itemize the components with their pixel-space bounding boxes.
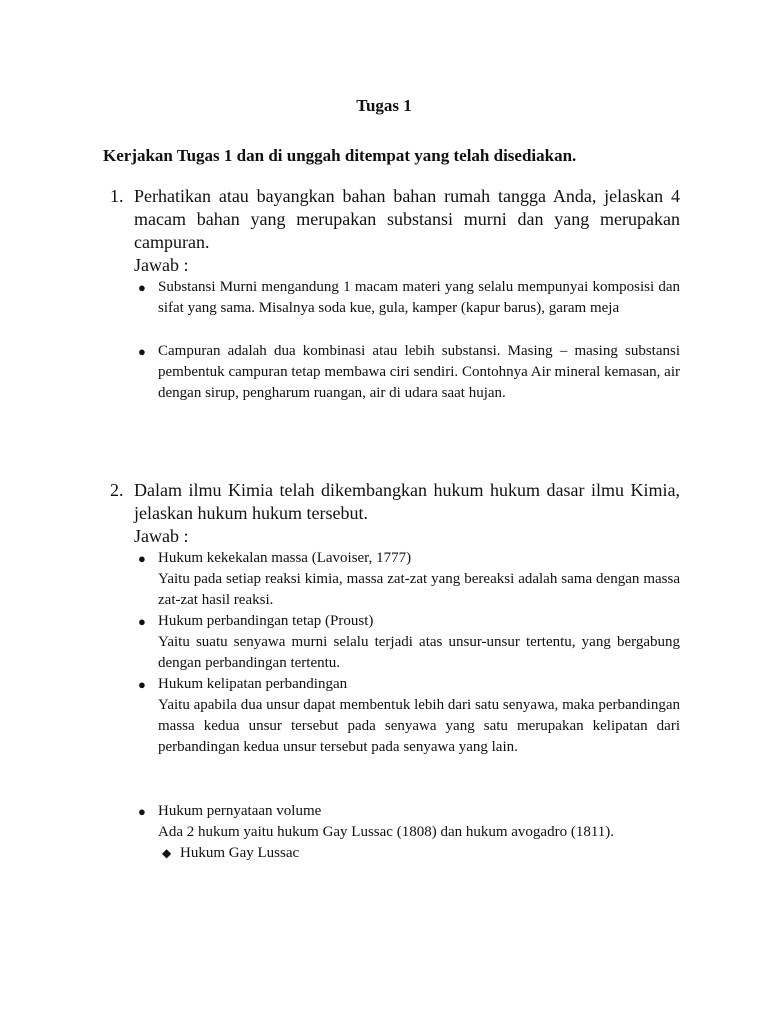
answer-text: Substansi Murni mengandung 1 macam materi yang selalu mempunyai komposisi dan sifat yang sama. Misalnya soda kue, gula, kamper (kapur barus), garam meja bbox=[158, 279, 680, 316]
question-2 bbox=[110, 479, 680, 864]
question-number: 2. bbox=[110, 480, 124, 500]
spacer bbox=[134, 758, 680, 801]
bullet-dot-icon: ● bbox=[138, 551, 146, 566]
bullet-dot-icon: ● bbox=[138, 344, 146, 359]
law-description: Yaitu suatu senyawa murni selalu terjadi atas unsur-unsur tertentu, yang bergabung dengan perbandingan tertentu. bbox=[158, 634, 680, 671]
bullet-dot-icon: ● bbox=[138, 614, 146, 629]
question-number: 1. bbox=[110, 186, 124, 206]
sub-item-text: Hukum Gay Lussac bbox=[180, 845, 300, 861]
law-list bbox=[134, 548, 680, 864]
law-description: Ada 2 hukum yaitu hukum Gay Lussac (1808) dan hukum avogadro (1811). bbox=[158, 824, 615, 840]
bullet-dot-icon: ● bbox=[138, 280, 146, 295]
law-title: Hukum perbandingan tetap (Proust) bbox=[158, 613, 374, 629]
law-title: Hukum kekekalan massa (Lavoiser, 1777) bbox=[158, 550, 412, 566]
bullet-dot-icon: ● bbox=[138, 677, 146, 692]
answer-text: Campuran adalah dua kombinasi atau lebih substansi. Masing – masing substansi pembentuk campuran tetap membawa ciri sendiri. Contohnya Air mineral kemasan, air dengan sirup, pengharum ruangan, air di udara saat hujan. bbox=[158, 343, 680, 401]
diamond-icon: ◆ bbox=[162, 846, 172, 860]
answer-list bbox=[134, 277, 680, 404]
question-text: Perhatikan atau bayangkan bahan bahan rumah tangga Anda, jelaskan 4 macam bahan yang merupakan substansi murni dan yang merupakan campuran. bbox=[134, 186, 680, 252]
spacer bbox=[134, 319, 680, 341]
list-item bbox=[134, 674, 680, 758]
sub-list-item bbox=[158, 843, 680, 864]
page-title: Tugas 1 bbox=[356, 96, 412, 115]
list-item bbox=[134, 548, 680, 611]
list-item bbox=[134, 801, 680, 864]
list-item bbox=[134, 341, 680, 404]
list-item bbox=[134, 277, 680, 319]
law-description: Yaitu apabila dua unsur dapat membentuk lebih dari satu senyawa, maka perbandingan massa kedua unsur tersebut pada senyawa yang satu merupakan kelipatan dari perbandingan kedua unsur tersebut pada senyawa yang lain. bbox=[158, 697, 680, 755]
answer-label: Jawab : bbox=[134, 255, 189, 275]
list-item bbox=[134, 611, 680, 674]
question-1 bbox=[110, 185, 680, 404]
law-title: Hukum pernyataan volume bbox=[158, 803, 322, 819]
bullet-dot-icon: ● bbox=[138, 804, 146, 819]
law-description: Yaitu pada setiap reaksi kimia, massa zat-zat yang bereaksi adalah sama dengan massa zat-zat hasil reaksi. bbox=[158, 571, 680, 608]
answer-label: Jawab : bbox=[134, 526, 189, 546]
law-title: Hukum kelipatan perbandingan bbox=[158, 676, 348, 692]
instruction-text: Kerjakan Tugas 1 dan di unggah ditempat yang telah disediakan. bbox=[103, 146, 577, 165]
question-text: Dalam ilmu Kimia telah dikembangkan hukum hukum dasar ilmu Kimia, jelaskan hukum hukum tersebut. bbox=[134, 480, 680, 523]
